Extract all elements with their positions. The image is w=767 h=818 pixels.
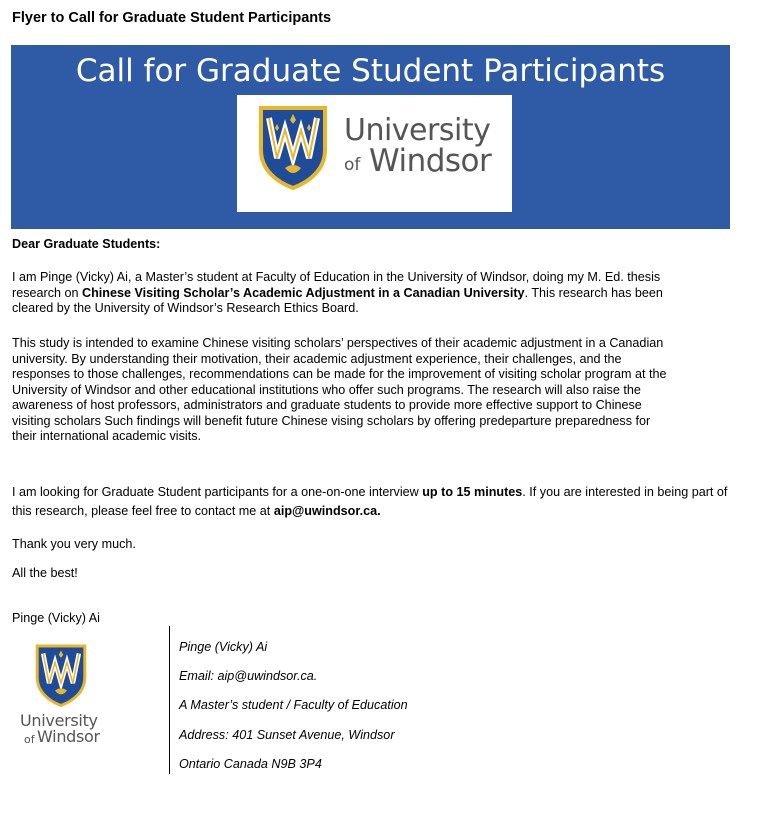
page-title: Flyer to Call for Graduate Student Participants	[12, 10, 332, 26]
logo-text-university: University	[20, 711, 98, 730]
header-banner	[11, 45, 730, 229]
closing-line: All the best!	[12, 566, 78, 580]
logo-text-university: University	[344, 113, 491, 148]
shield-icon	[257, 104, 329, 190]
para1-text-end: . This research has been cleared by the University of Windsor’s Research Ethics Board.	[12, 285, 663, 315]
logo-text-of: of	[344, 155, 361, 175]
signature-role: A Master’s student / Faculty of Education	[179, 698, 408, 712]
logo-text-of: of	[24, 733, 35, 746]
signature-name: Pinge (Vicky) Ai	[179, 640, 268, 654]
signature-address: Address: 401 Sunset Avenue, Windsor	[179, 728, 395, 742]
paragraph-study-purpose: This study is intended to examine Chinese visiting scholars’ perspectives of their academic adjustment in a Canadian university. By understanding their motivation, their academic adjustment experience, their challenges, and the responses to those challenges, recommendations can be made for the improvement of visiting scholar program at the University of Windsor and other educational institutions who offer such programs. The research will also raise the awareness of host professors, administrators and graduate students to provide more effective support to Chinese visiting scholars Such findings will benefit future Chinese vising scholars by offering predeparture preparedness for their international academic visits.	[12, 336, 667, 443]
logo-text-windsor: Windsor	[369, 143, 492, 179]
logo-text-windsor: Windsor	[37, 727, 100, 746]
signer-name: Pinge (Vicky) Ai	[12, 611, 100, 625]
signature-logo	[18, 641, 108, 753]
salutation: Dear Graduate Students:	[12, 237, 161, 251]
research-title: Chinese Visiting Scholar’s Academic Adjustment in a Canadian University	[82, 285, 525, 300]
shield-icon	[34, 643, 88, 707]
paragraph-recruitment	[12, 483, 732, 520]
thanks-line: Thank you very much.	[12, 537, 136, 551]
para1-text-start: I am Pinge (Vicky) Ai, a Master’s student at Faculty of Education in the University of Windsor, doing my M. Ed. thesis research on	[12, 270, 661, 300]
banner-heading: Call for Graduate Student Participants	[75, 53, 666, 89]
signature-postal: Ontario Canada N9B 3P4	[179, 757, 322, 771]
para3-text-start: I am looking for Graduate Student participants for a one-on-one interview	[12, 485, 423, 499]
contact-email-link[interactable]: aip@uwindsor.ca.	[273, 503, 381, 518]
signature-divider	[169, 626, 170, 774]
signature-email[interactable]: Email: aip@uwindsor.ca.	[179, 669, 318, 683]
university-logo	[237, 95, 512, 212]
interview-duration: up to 15 minutes	[422, 485, 523, 499]
para3-text-middle: . If you are interested in being part of this research, please feel free to contact me at	[12, 485, 728, 518]
paragraph-introduction	[12, 270, 672, 317]
